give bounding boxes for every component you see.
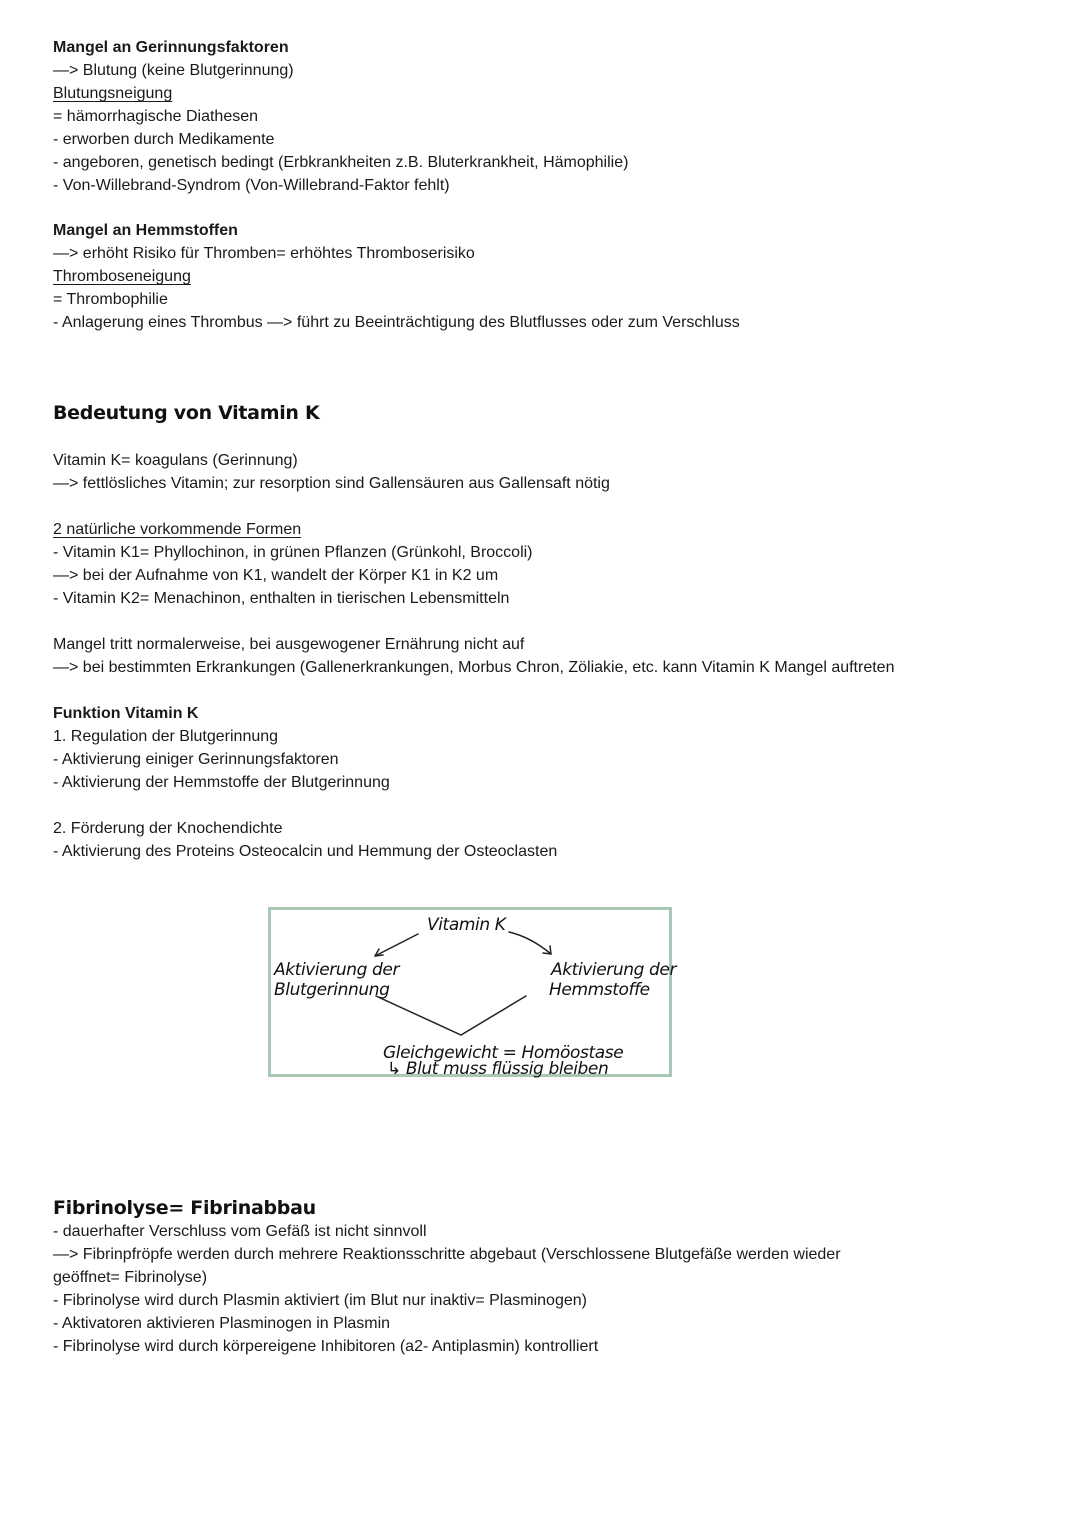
text-line: - Aktivierung des Proteins Osteocalcin und Hemmung der Osteoclasten xyxy=(53,843,558,860)
vitamin-k-deficiency xyxy=(53,633,1043,679)
vitamin-k-function xyxy=(53,702,1043,794)
converge-lines xyxy=(376,996,526,1035)
text-line: - angeboren, genetisch bedingt (Erbkrankheiten z.B. Bluterkrankheit, Hämophilie) xyxy=(53,154,629,171)
section-heading: Mangel an Gerinnungsfaktoren xyxy=(53,39,289,56)
text-line: geöffnet= Fibrinolyse) xyxy=(53,1269,208,1286)
text-line: —> bei bestimmten Erkrankungen (Gallenerkrankungen, Morbus Chron, Zöliakie, etc. kann Vitamin K Mangel auftreten xyxy=(53,659,895,676)
text-line: Mangel tritt normalerweise, bei ausgewogener Ernährung nicht auf xyxy=(53,636,525,653)
text-line: - dauerhafter Verschluss vom Gefäß ist nicht sinnvoll xyxy=(53,1223,427,1240)
text-line: - Vitamin K2= Menachinon, enthalten in tierischen Lebensmitteln xyxy=(53,590,510,607)
vitamin-k-forms xyxy=(53,518,1043,610)
arrow-right xyxy=(509,932,551,954)
text-line: —> fettlösliches Vitamin; zur resorption sind Gallensäuren aus Gallensaft nötig xyxy=(53,475,610,492)
vitamin-k-function-2 xyxy=(53,817,1043,863)
text-line: 1. Regulation der Blutgerinnung xyxy=(53,728,279,745)
vitamin-k-intro xyxy=(53,449,1043,495)
section-fibrinolyse xyxy=(53,1196,1043,1358)
text-line: Vitamin K= koagulans (Gerinnung) xyxy=(53,452,298,469)
text-line: 2. Förderung der Knochendichte xyxy=(53,820,283,837)
vitamin-k-title: Bedeutung von Vitamin K xyxy=(53,402,320,424)
diagram-left-label-2: Blutgerinnung xyxy=(274,980,390,1000)
text-line: —> Blutung (keine Blutgerinnung) xyxy=(53,62,294,79)
text-line: - Vitamin K1= Phyllochinon, in grünen Pflanzen (Grünkohl, Broccoli) xyxy=(53,544,533,561)
text-line: - Anlagerung eines Thrombus —> führt zu Beeinträchtigung des Blutflusses oder zum Verschluss xyxy=(53,314,740,331)
text-line: = Thrombophilie xyxy=(53,291,168,308)
text-line: - Aktivierung einiger Gerinnungsfaktoren xyxy=(53,751,339,768)
text-line: —> Fibrinpfröpfe werden durch mehrere Reaktionsschritte abgebaut (Verschlossene Blutgefäße werden wieder xyxy=(53,1246,841,1263)
diagram-bottom-label-1: Gleichgewicht = Homöostase xyxy=(383,1043,624,1063)
subheading: Blutungsneigung xyxy=(53,85,173,102)
diagram-right-label-2: Hemmstoffe xyxy=(549,980,650,1000)
diagram-bottom-label-2: ↳ Blut muss flüssig bleiben xyxy=(387,1059,609,1079)
text-line: - Fibrinolyse wird durch körpereigene Inhibitoren (a2- Antiplasmin) kontrolliert xyxy=(53,1338,599,1355)
section-heading: Mangel an Hemmstoffen xyxy=(53,222,238,239)
subheading: Thromboseneigung xyxy=(53,268,191,285)
diagram-top-label: Vitamin K xyxy=(427,915,506,935)
fibrinolyse-title: Fibrinolyse= Fibrinabbau xyxy=(53,1197,316,1219)
section-gerinnungsfaktoren xyxy=(53,36,1043,197)
text-line: —> bei der Aufnahme von K1, wandelt der Körper K1 in K2 um xyxy=(53,567,499,584)
text-line: - Von-Willebrand-Syndrom (Von-Willebrand-Faktor fehlt) xyxy=(53,177,450,194)
vitamin-k-diagram xyxy=(268,907,677,1079)
text-line: - erworben durch Medikamente xyxy=(53,131,275,148)
subheading: 2 natürliche vorkommende Formen xyxy=(53,521,302,538)
section-heading: Funktion Vitamin K xyxy=(53,705,199,722)
text-line: - Aktivatoren aktivieren Plasminogen in Plasmin xyxy=(53,1315,391,1332)
text-line: - Aktivierung der Hemmstoffe der Blutgerinnung xyxy=(53,774,390,791)
arrow-left xyxy=(375,934,418,956)
diagram-left-label-1: Aktivierung der xyxy=(274,960,400,980)
diagram-right-label-1: Aktivierung der xyxy=(551,960,677,980)
text-line: - Fibrinolyse wird durch Plasmin aktiviert (im Blut nur inaktiv= Plasminogen) xyxy=(53,1292,587,1309)
text-line: —> erhöht Risiko für Thromben= erhöhtes Thromboserisiko xyxy=(53,245,475,262)
section-hemmstoffe xyxy=(53,219,1043,334)
text-line: = hämorrhagische Diathesen xyxy=(53,108,259,125)
